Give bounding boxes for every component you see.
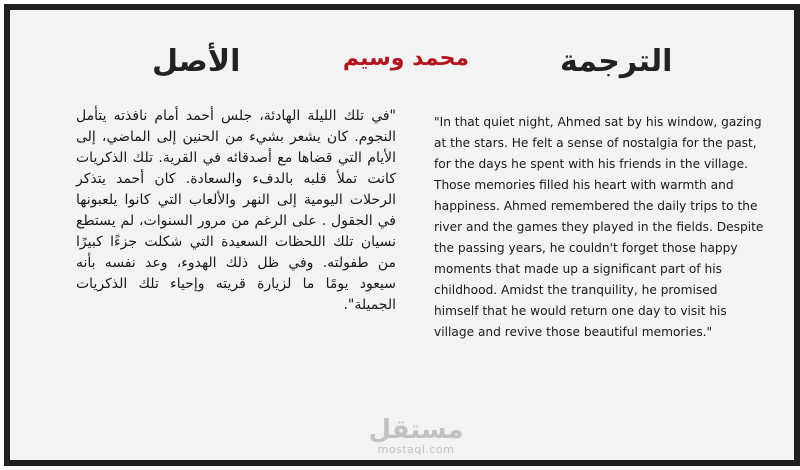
watermark-word: مستقل: [368, 415, 464, 445]
translation-heading: الترجمة: [560, 44, 673, 79]
document-frame: [4, 4, 800, 466]
english-translation-paragraph: "In that quiet night, Ahmed sat by his window, gazing at the stars. He felt a sense of nostalgia for the past, for the days he spent with his friends in the village. Those memories filled his heart with warmth and happiness. Ahmed remembered the daily trips to the river and the games they played in the fields. Despite the passing years, he couldn't forget those happy moments that made up a significant part of his childhood. Amidst the tranquility, he promised himself that he would return one day to visit his village and revive those beautiful memories.": [434, 115, 764, 339]
watermark-url: mostaql.com: [377, 443, 455, 456]
original-arabic-paragraph: "في تلك الليلة الهادئة، جلس أحمد أمام نافذته يتأمل النجوم. كان يشعر بشيء من الحنين إلى الماضي، إلى الأيام التي قضاها مع أصدقائه في القرية. تلك الذكريات كانت تملأ قلبه بالدفء والسعادة. كان أحمد يتذكر الرحلات اليومية إلى النهر والألعاب التي كانوا يلعبونها في الحقول . على الرغم من مرور السنوات، لم يستطع نسيان تلك اللحظات السعيدة التي شكلت جزءًا كبيرًا من طفولته. وفي ظل ذلك الهدوء، وعد نفسه بأنه سيعود يومًا ما لزيارة قريته وإحياء تلك الذكريات الجميلة".: [76, 108, 396, 313]
author-name: محمد وسيم: [342, 46, 470, 71]
mostaql-watermark-logo: [356, 416, 476, 456]
original-heading: الأصل: [152, 44, 241, 79]
